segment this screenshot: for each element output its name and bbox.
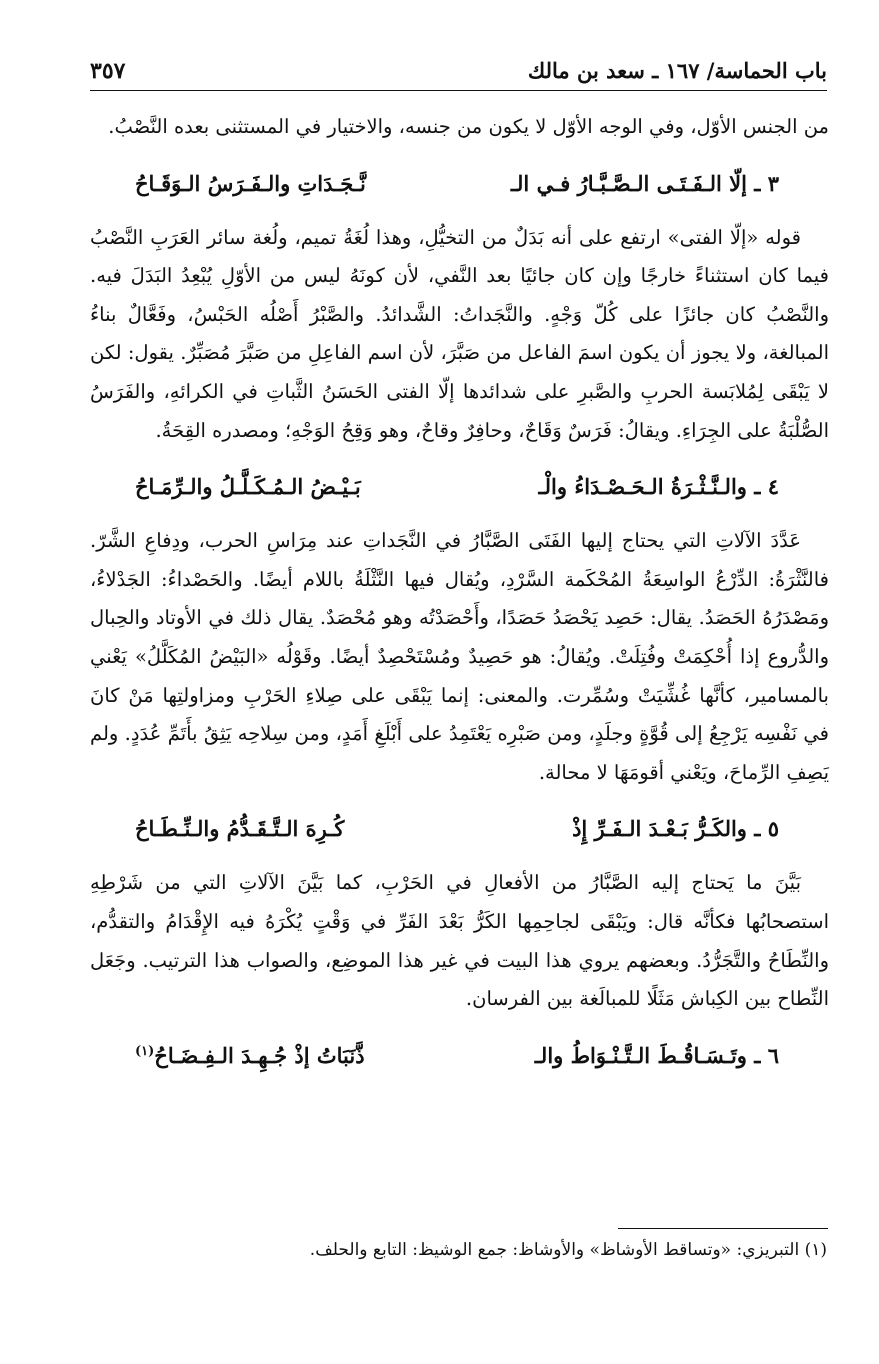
page-body bbox=[90, 108, 829, 1091]
paragraph-continuation: من الجنس الأوّل، وفي الوجه الأوّل لا يكون من جنسه، والاختيار في المستثنى بعده النَّصْبُ. bbox=[108, 115, 829, 138]
footnote bbox=[90, 1236, 827, 1264]
verse-6-second-hemistich-text: ذَّنَبَاتُ إذْ جُـهِـدَ الـفِـضَـاحُ bbox=[154, 1042, 365, 1068]
verse-5-first-hemistich: ٥ ـ والكَـرُّ بَـعْـدَ الـفَـرِّ إِذْ bbox=[572, 816, 779, 842]
verse-3-first-hemistich: ٣ ـ إلّا الـفَـتَـى الـصَّـبَّـارُ فـي الـ bbox=[510, 170, 779, 196]
page-number: ٣٥٧ bbox=[90, 58, 126, 84]
footnote-number: (١) bbox=[804, 1240, 827, 1260]
verse-6-first-hemistich: ٦ ـ وتَـسَـاقُـطَ الـتَّـنْـوَاطُ والـ bbox=[534, 1042, 779, 1068]
verse-4 bbox=[90, 464, 829, 514]
verse-6-second-hemistich bbox=[135, 1043, 365, 1068]
verse-3 bbox=[90, 161, 829, 211]
verse-5-second-hemistich: كُـرِهَ الـتَّـقَـدُّمُ والـنِّـطَـاحُ bbox=[135, 816, 345, 842]
header-rule bbox=[90, 90, 827, 91]
commentary-verse-3: قوله «إلّا الفتى» ارتفع على أنه بَدَلٌ من التخيُّلِ، وهذا لُغَةُ تميم، ولُغة سائر العَرَبِ النَّصْبُ فيما كان استثناءً خارجًا وإن كان جائيًا بعد النَّفي، لأن كونَهُ ليس من الأوّلِ يُبْعِدُ البَدَلَ فيه. والنَّصْبُ كان جائزًا على كُلّ وَجْهٍ. والنَّجَداتُ: الشَّدائدُ. والصَّبْرُ أَصْلُه الحَبْسُ، وفَعَّالٌ بناءُ المبالغة، ولا يجوز أن يكون اسمَ الفاعل من صَبَّرَ، لأن اسم الفاعِلِ من صَبَّرَ مُصَبِّرٌ. يقول: لكن لا يَبْقَى لِمُلابَسة الحربِ والصَّبرِ على شدائدها إلّا الفتى الحَسَنُ الثَّباتِ في الكرائهِ، والفَرَسُ الصُّلْبَةُ على الجِرَاءِ. ويقالُ: فَرَسٌ وَقَاحٌ، وحافِرٌ وقاحٌ، وهو وَقِحُ الوَجْهِ؛ ومصدره القِحَةُ. bbox=[90, 225, 829, 442]
footnote-rule bbox=[618, 1228, 828, 1229]
page-header bbox=[90, 52, 827, 92]
verse-3-second-hemistich: نَّـجَـدَاتِ والـفَـرَسُ الـوَقَـاحُ bbox=[135, 170, 366, 196]
verse-5 bbox=[90, 806, 829, 856]
verse-6 bbox=[90, 1033, 829, 1083]
running-header-title: باب الحماسة/ ١٦٧ ـ سعد بن مالك bbox=[527, 58, 827, 83]
commentary-verse-4: عَدَّدَ الآلاتِ التي يحتاج إليها الفَتَى الصَّبَّارُ في النَّجَداتِ عند مِرَاسِ الحرب، ودِفاعِ الشَّرّ. فالنَّثْرَةُ: الدِّرْعُ الواسِعَةُ المُحْكَمة السَّرْدِ، ويُقال فيها النَّثْلَةُ باللام أيضًا. والحَصْداءُ: الجَدْلاءُ، ومَصْدَرُهُ الحَصَدُ. يقال: حَصِد يَحْصَدُ حَصَدًا، وأَحْصَدْتُه وهو مُحْصَدٌ. يقال ذلك في الأوتاد والحِبال والدُّروع إذا أُحْكِمَتْ وفُتِلَتْ. ويُقالُ: هو حَصِيدٌ ومُسْتَحْصِدٌ أيضًا. وقَوْلُه «البَيْضُ المُكَلَّلُ» يَعْني بالمسامير، كأنَّها غُشِّيَتْ وسُمِّرت. والمعنى: إنما يَبْقَى على صِلاءِ الحَرْبِ ومزاولتِها مَنْ كانَ في نَفْسِه يَرْجِعُ إلى قُوَّةٍ وجلَدٍ، ومن صَبْرِه يَعْتَمِدُ على أَبْلَغِ أَمَدٍ، ومن سِلاحِه يَثِقُ بأَتَمِّ عُدَدٍ. ولم يَصِفِ الرِّماحَ، ويَعْني أقومَهَا لا محالة. bbox=[90, 529, 829, 784]
verse-4-first-hemistich: ٤ ـ والـنَّـثْـرَةُ الـحَـصْـدَاءُ والْـ bbox=[538, 474, 779, 500]
commentary-verse-5: بَيَّنَ ما يَحتاج إليه الصَّبَّارُ من الأفعالِ في الحَرْبِ، كما بَيَّنَ الآلاتِ التي من شَرْطِهِ استصحابُها فكأنَّه قال: ويَبْقَى لجاحِمِها الكَرُّ بَعْدَ الفَرِّ في وَقْتٍ يُكْرَهُ فيه الإِقْدَامُ والتقدُّم، والنِّطَاحُ والتَّجَرُّدُ. وبعضهم يروي هذا البيت في غير هذا الموضِع، والصواب هذا الترتيب. وجَعَل النِّطاح بين الكِباش مَثَلًا للمبالَغة بين الفرسان. bbox=[90, 871, 829, 1011]
verse-4-second-hemistich: بَـيْـضُ الـمُـكَـلَّـلُ والـرِّمَـاحُ bbox=[135, 474, 361, 500]
footnote-marker[interactable]: (١) bbox=[135, 1043, 155, 1059]
footnote-text: التبريزي: «وتساقط الأوشاظ» والأوشاظ: جمع الوشيظ: التابع والحلف. bbox=[309, 1240, 800, 1260]
